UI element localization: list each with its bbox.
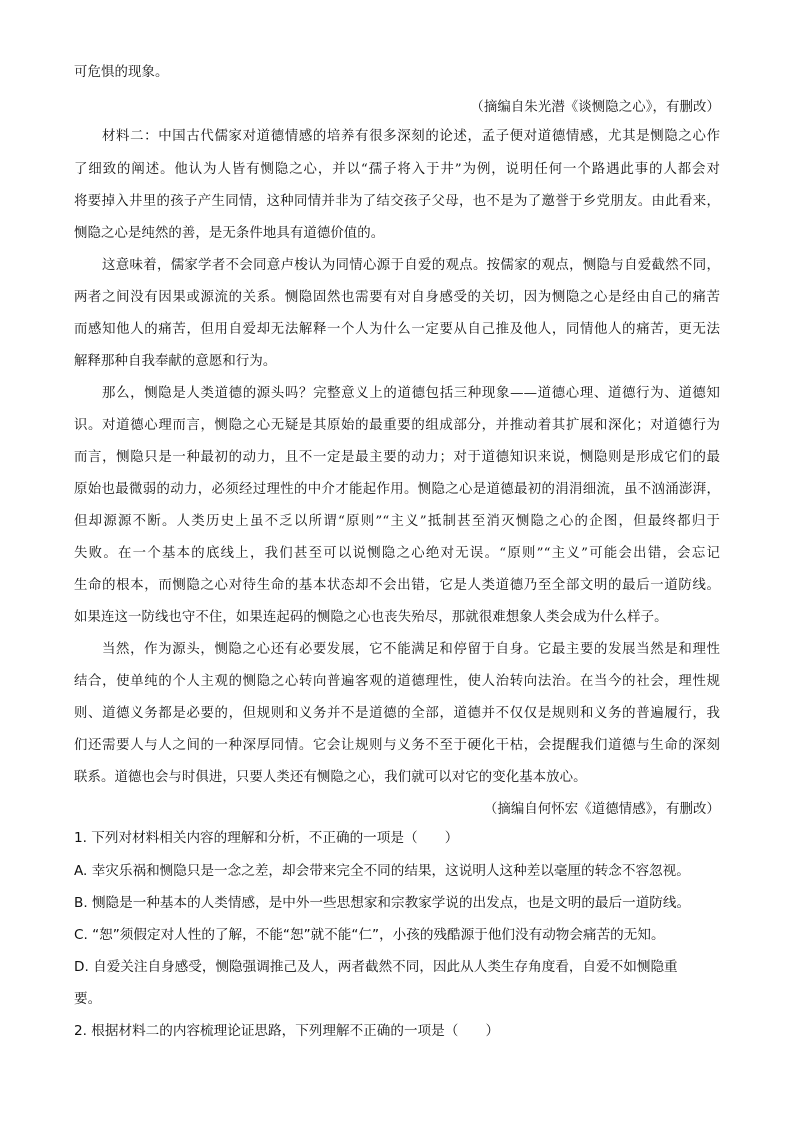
passage-line: 结合，使单纯的个人主观的恻隐之心转向普遍客观的道德理性，使人治转向法治。在当今的社会，理性规 (74, 674, 720, 689)
passage-line: 而言，恻隐只是一种最初的动力，且不一定是最主要的动力；对于道德知识来说，恻隐则是形成它们的最 (74, 450, 720, 465)
source-citation-1: （摘编自朱光潜《谈恻隐之心》，有删改） (470, 100, 720, 115)
passage-line: 联系。道德也会与时俱进，只要人类还有恻隐之心，我们就可以对它的变化基本放心。 (74, 770, 587, 785)
passage-line: 材料二：中国古代儒家对道德情感的培养有很多深刻的论述，孟子便对道德情感，尤其是恻隐之心作 (102, 129, 720, 144)
question-1-option-c: C. “恕”须假定对人性的了解，不能“恕”就不能“仁”，小孩的残酷源于他们没有动物会痛苦的无知。 (74, 927, 665, 943)
passage-line: 原始也最微弱的动力，必须经过理性的中介才能起作用。恻隐之心是道德最初的涓涓细流，虽不汹涌澎湃， (74, 482, 720, 497)
passage-line: 将要掉入井里的孩子产生同情，这种同情并非为了结交孩子父母，也不是为了邀誉于乡党朋友。由此看来， (74, 194, 720, 209)
question-1-option-d-continued: 要。 (74, 991, 102, 1007)
question-2-stem: 2. 根据材料二的内容梳理论证思路，下列理解不正确的一项是（ ） (74, 1023, 500, 1039)
passage-line: 两者之间没有因果或源流的关系。恻隐固然也需要有对自身感受的关切，因为恻隐之心是经由自己的痛苦 (74, 290, 720, 305)
passage-line: 了细致的阐述。他认为人皆有恻隐之心，并以“孺子将入于井”为例，说明任何一个路遇此事的人都会对 (74, 162, 720, 177)
passage-line: 但却源源不断。人类历史上虽不乏以所谓“原则”“主义”抵制甚至消灭恻隐之心的企图，但最终都归于 (74, 514, 720, 529)
passage-line: 则、道德义务都是必要的，但规则和义务并不是道德的全部，道德并不仅仅是规则和义务的普遍履行，我 (74, 706, 720, 721)
passage-line: 这意味着，儒家学者不会同意卢梭认为同情心源于自爱的观点。按儒家的观点，恻隐与自爱截然不同， (102, 258, 720, 273)
passage-line: 恻隐之心是纯然的善，是无条件地具有道德价值的。 (74, 226, 385, 241)
question-1-option-d: D. 自爱关注自身感受，恻隐强调推己及人，两者截然不同，因此从人类生存角度看，自爱不如恻隐重 (74, 959, 678, 975)
question-1-option-a: A. 幸灾乐祸和恻隐只是一念之差，却会带来完全不同的结果，这说明人这种差以毫厘的转念不容忽视。 (74, 863, 690, 879)
passage-line: 当然，作为源头，恻隐之心还有必要发展，它不能满足和停留于自身。它最主要的发展当然是和理性 (102, 642, 720, 657)
passage-line: 失败。在一个基本的底线上，我们甚至可以说恻隐之心绝对无误。“原则”“主义”可能会出错，会忘记 (74, 546, 720, 561)
passage-line: 而感知他人的痛苦，但用自爱却无法解释一个人为什么一定要从自己推及他人，同情他人的痛苦，更无法 (74, 322, 720, 337)
passage-line: 识。对道德心理而言，恻隐之心无疑是其原始的最重要的组成部分，并推动着其扩展和深化；对道德行为 (74, 418, 720, 433)
question-1-stem: 1. 下列对材料相关内容的理解和分析，不正确的一项是（ ） (74, 830, 459, 846)
passage-line: 那么，恻隐是人类道德的源头吗？完整意义上的道德包括三种现象——道德心理、道德行为、道德知 (102, 386, 720, 401)
passage-line: 们还需要人与人之间的一种深厚同情。它会让规则与义务不至于硬化干枯，会提醒我们道德与生命的深刻 (74, 738, 720, 753)
passage-line: 如果连这一防线也守不住，如果连起码的恻隐之心也丧失殆尽，那就很难想象人类会成为什么样子。 (74, 610, 668, 625)
passage-line: 解释那种自我奉献的意愿和行为。 (74, 354, 277, 369)
passage-top-line: 可危惧的现象。 (74, 65, 169, 80)
passage-line: 生命的根本，而恻隐之心对待生命的基本状态却不会出错，它是人类道德乃至全部文明的最后一道防线。 (74, 578, 720, 593)
source-citation-2: （摘编自何怀宏《道德情感》，有删改） (483, 802, 720, 817)
question-1-option-b: B. 恻隐是一种基本的人类情感，是中外一些思想家和宗教家学说的出发点，也是文明的最后一道防线。 (74, 895, 691, 911)
